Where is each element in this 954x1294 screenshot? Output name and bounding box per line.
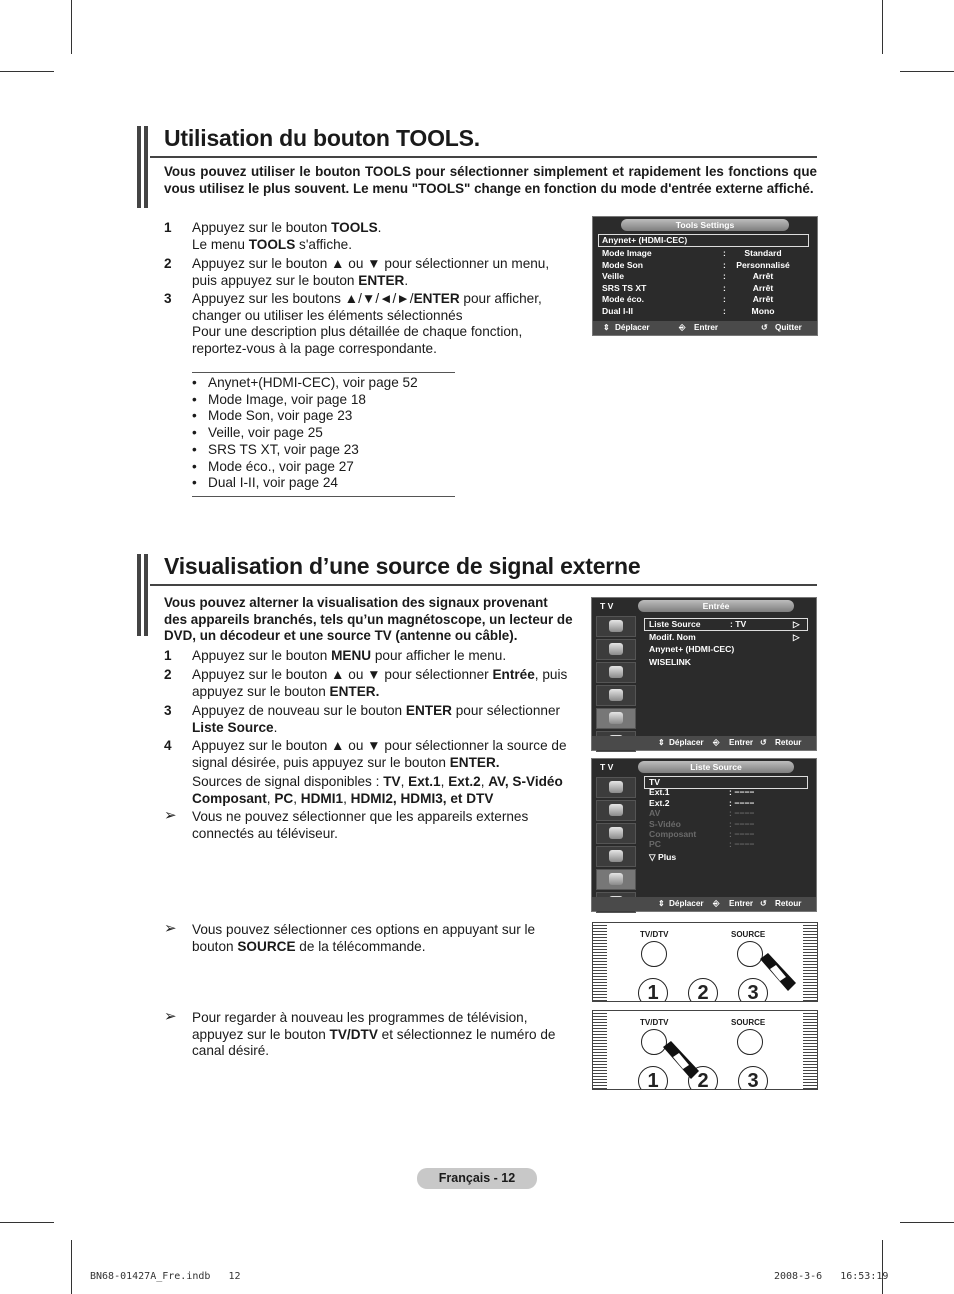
return-icon: ↺ bbox=[760, 738, 767, 747]
enter-icon: ⎆ bbox=[679, 323, 686, 332]
channel-icon bbox=[596, 823, 636, 844]
source-label: SOURCE bbox=[731, 930, 766, 939]
osd-setting-value: Standard bbox=[744, 248, 782, 258]
osd-separator: : bbox=[723, 271, 726, 281]
enter-icon: ⎆ bbox=[713, 899, 720, 908]
section-title: Utilisation du bouton TOOLS. bbox=[164, 125, 480, 151]
osd-separator: : bbox=[723, 248, 726, 258]
source-value: : −−−− bbox=[729, 797, 755, 808]
source-name: Ext.1 bbox=[649, 787, 670, 798]
osd-menu-label: Anynet+ (HDMI-CEC) bbox=[649, 644, 735, 654]
source-button bbox=[737, 1029, 763, 1055]
number-button-1: 1 bbox=[638, 978, 668, 1002]
channel-icon bbox=[596, 662, 636, 683]
osd-title: Tools Settings bbox=[621, 219, 789, 231]
osd-setting-value: Arrêt bbox=[752, 294, 774, 304]
source-name: Ext.2 bbox=[649, 797, 670, 808]
crop-mark bbox=[882, 1240, 883, 1294]
number-button-2: 2 bbox=[688, 1066, 718, 1090]
updown-icon: ⇕ bbox=[658, 738, 665, 747]
print-file-info: BN68-01427A_Fre.indb 12 bbox=[90, 1271, 241, 1282]
source-name: S-Vidéo bbox=[649, 818, 681, 829]
number-button-2: 2 bbox=[688, 978, 718, 1002]
title-rule bbox=[150, 584, 817, 586]
list-item: • Dual I-II, voir page 24 bbox=[192, 475, 455, 492]
step-number: 3 bbox=[164, 703, 172, 718]
finger-pointer-icon bbox=[758, 953, 798, 993]
input-icon bbox=[596, 708, 636, 729]
return-icon: ↺ bbox=[760, 899, 767, 908]
list-item: • Mode Image, voir page 18 bbox=[192, 392, 455, 409]
source-value: : −−−− bbox=[729, 829, 755, 839]
list-item: • Mode éco., voir page 27 bbox=[192, 459, 455, 476]
number-button-3: 3 bbox=[738, 978, 768, 1002]
source-value: : −−−− bbox=[729, 787, 755, 798]
osd-footer: ⇕ Déplacer ⎆ Entrer ↺ Retour bbox=[592, 897, 816, 911]
osd-setting-value: Mono bbox=[751, 305, 775, 316]
note-arrow-icon: ➢ bbox=[164, 920, 177, 937]
page-number: Français - 12 bbox=[417, 1168, 537, 1189]
submenu-arrow-icon: ▷ bbox=[793, 631, 800, 642]
osd-separator: : bbox=[723, 305, 726, 316]
osd-title: Liste Source bbox=[638, 761, 794, 773]
osd-setting-label: Mode Son bbox=[602, 259, 644, 270]
more-option: ▽ Plus bbox=[649, 852, 677, 862]
menu-icon-column bbox=[596, 777, 636, 915]
source-name: PC bbox=[649, 839, 661, 850]
remote-edge bbox=[593, 923, 607, 1001]
source-value: : −−−− bbox=[729, 839, 755, 850]
setup-icon bbox=[596, 846, 636, 867]
enter-icon: ⎆ bbox=[713, 738, 720, 747]
remote-edge bbox=[593, 1011, 607, 1089]
step-text: Appuyez de nouveau sur le bouton ENTER pour sélectionner Liste Source. bbox=[192, 703, 561, 735]
step-number: 2 bbox=[164, 256, 172, 271]
remote-illustration-source bbox=[592, 922, 818, 1002]
source-value: : −−−− bbox=[729, 818, 755, 829]
osd-setting-label: Mode Image bbox=[602, 248, 652, 258]
note-text: Vous pouvez sélectionner ces options en appuyant sur le bouton SOURCE de la télécommande. bbox=[192, 922, 536, 954]
step-text: Appuyez sur les boutons ▲/▼/◄/►/ENTER pour afficher, changer ou utiliser les éléments sélectionnés Pour une description plus détaillée de chaque fonction, reportez-vous à la page correspondante. bbox=[192, 291, 542, 356]
tvdtv-label: TV/DTV bbox=[640, 1018, 669, 1027]
osd-separator: : bbox=[723, 294, 726, 304]
sound-icon bbox=[596, 800, 636, 821]
osd-setting-value: Personnalisé bbox=[736, 259, 790, 270]
osd-setting-label: SRS TS XT bbox=[602, 282, 647, 293]
crop-mark bbox=[71, 0, 72, 54]
sound-icon bbox=[596, 639, 636, 660]
note-text: Vous ne pouvez sélectionner que les appareils externes connectés au téléviseur. bbox=[192, 809, 529, 841]
picture-icon bbox=[596, 777, 636, 798]
list-item: • Mode Son, voir page 23 bbox=[192, 408, 455, 425]
step-text: Appuyez sur le bouton MENU pour afficher le menu. bbox=[192, 648, 507, 663]
input-icon bbox=[596, 869, 636, 890]
osd-setting-label: Dual I-II bbox=[602, 305, 634, 316]
input-menu-screen bbox=[591, 597, 817, 751]
crop-mark bbox=[900, 1222, 954, 1223]
source-value: : −−−− bbox=[729, 808, 755, 819]
remote-edge bbox=[803, 1011, 817, 1089]
step-text: Appuyez sur le bouton TOOLS. Le menu TOOLS s'affiche. bbox=[192, 220, 382, 252]
osd-menu-label: WISELINK bbox=[649, 656, 692, 667]
osd-footer: ⇕ Déplacer ⎆ Entrer ↺ Quitter bbox=[593, 321, 817, 335]
picture-icon bbox=[596, 616, 636, 637]
osd-setting-value: Arrêt bbox=[752, 271, 774, 281]
source-label: SOURCE bbox=[731, 1018, 766, 1027]
note-arrow-icon: ➢ bbox=[164, 807, 177, 824]
source-name: TV bbox=[649, 777, 660, 787]
updown-icon: ⇕ bbox=[658, 899, 665, 908]
note-arrow-icon: ➢ bbox=[164, 1008, 177, 1025]
section-bar bbox=[144, 554, 148, 636]
step-text: Appuyez sur le bouton ▲ ou ▼ pour sélectionner un menu, puis appuyez sur le bouton ENTER. bbox=[192, 256, 550, 288]
section-bar bbox=[137, 554, 141, 636]
step-text: Appuyez sur le bouton ▲ ou ▼ pour sélectionner Entrée, puis appuyez sur le bouton ENTER. bbox=[192, 667, 568, 699]
osd-selected-label: Anynet+ (HDMI-CEC) bbox=[602, 235, 688, 245]
remote-edge bbox=[803, 923, 817, 1001]
section-intro: Vous pouvez utiliser le bouton TOOLS pour sélectionner simplement et rapidement les fonctions que vous utilisez le plus souvent. Le menu "TOOLS" change en fonction du mode d'entrée externe affiché. bbox=[164, 164, 817, 196]
section-title: Visualisation d’une source de signal externe bbox=[164, 553, 641, 579]
crop-mark bbox=[71, 1240, 72, 1294]
section-bar bbox=[137, 126, 141, 208]
exit-icon: ↺ bbox=[761, 323, 768, 332]
osd-menu-value: : TV bbox=[730, 619, 747, 629]
step-number: 3 bbox=[164, 291, 172, 306]
osd-separator: : bbox=[723, 259, 726, 270]
number-button-1: 1 bbox=[638, 1066, 668, 1090]
tv-label: T V bbox=[600, 762, 614, 772]
osd-separator: : bbox=[723, 282, 726, 293]
available-sources: Sources de signal disponibles : TV, Ext.1, Ext.2, AV, S-Vidéo Composant, PC, HDMI1, HDMI2, HDMI3, et DTV bbox=[192, 774, 563, 806]
step-text: Appuyez sur le bouton ▲ ou ▼ pour sélectionner la source de signal désirée, puis appuyez sur le bouton ENTER. bbox=[192, 738, 567, 770]
list-item: • Veille, voir page 25 bbox=[192, 425, 455, 442]
tvdtv-label: TV/DTV bbox=[640, 930, 669, 939]
updown-icon: ⇕ bbox=[603, 323, 610, 332]
setup-icon bbox=[596, 685, 636, 706]
step-number: 4 bbox=[164, 738, 172, 753]
tools-settings-screen bbox=[592, 216, 818, 336]
submenu-arrow-icon: ▷ bbox=[793, 619, 800, 629]
osd-setting-value: Arrêt bbox=[752, 282, 774, 293]
finger-pointer-icon bbox=[661, 1041, 701, 1081]
crop-mark bbox=[0, 1222, 54, 1223]
osd-footer: ⇕ Déplacer ⎆ Entrer ↺ Retour bbox=[592, 736, 816, 750]
number-button-3: 3 bbox=[738, 1066, 768, 1090]
menu-icon-column bbox=[596, 616, 636, 754]
note-text: Pour regarder à nouveau les programmes de télévision, appuyez sur le bouton TV/DTV et sélectionnez le numéro de canal désiré. bbox=[192, 1010, 556, 1058]
osd-title: Entrée bbox=[638, 600, 794, 612]
osd-setting-label: Mode éco. bbox=[602, 294, 645, 304]
crop-mark bbox=[0, 71, 54, 72]
osd-menu-label: Liste Source bbox=[649, 619, 701, 629]
remote-illustration-tvdtv bbox=[592, 1010, 818, 1090]
crop-mark bbox=[900, 71, 954, 72]
source-list-screen bbox=[591, 758, 817, 912]
list-item: • SRS TS XT, voir page 23 bbox=[192, 442, 455, 459]
list-item: • Anynet+(HDMI-CEC), voir page 52 bbox=[192, 375, 455, 392]
osd-setting-label: Veille bbox=[602, 271, 624, 281]
crop-mark bbox=[882, 0, 883, 54]
section-intro: Vous pouvez alterner la visualisation des signaux provenant des appareils branchés, tels qu’un magnétoscope, un lecteur de DVD, un décodeur et une source TV (antenne ou câble). bbox=[164, 595, 573, 643]
section-bar bbox=[144, 126, 148, 208]
print-date-info: 2008-3-6 16:53:19 bbox=[774, 1271, 889, 1282]
source-name: Composant bbox=[649, 829, 697, 839]
reference-list bbox=[192, 372, 455, 497]
step-number: 1 bbox=[164, 648, 172, 663]
title-rule bbox=[150, 156, 817, 158]
source-name: AV bbox=[649, 808, 661, 819]
tv-label: T V bbox=[600, 601, 614, 611]
step-number: 2 bbox=[164, 667, 172, 682]
step-number: 1 bbox=[164, 220, 172, 235]
tvdtv-button bbox=[641, 941, 667, 967]
osd-menu-label: Modif. Nom bbox=[649, 631, 696, 642]
